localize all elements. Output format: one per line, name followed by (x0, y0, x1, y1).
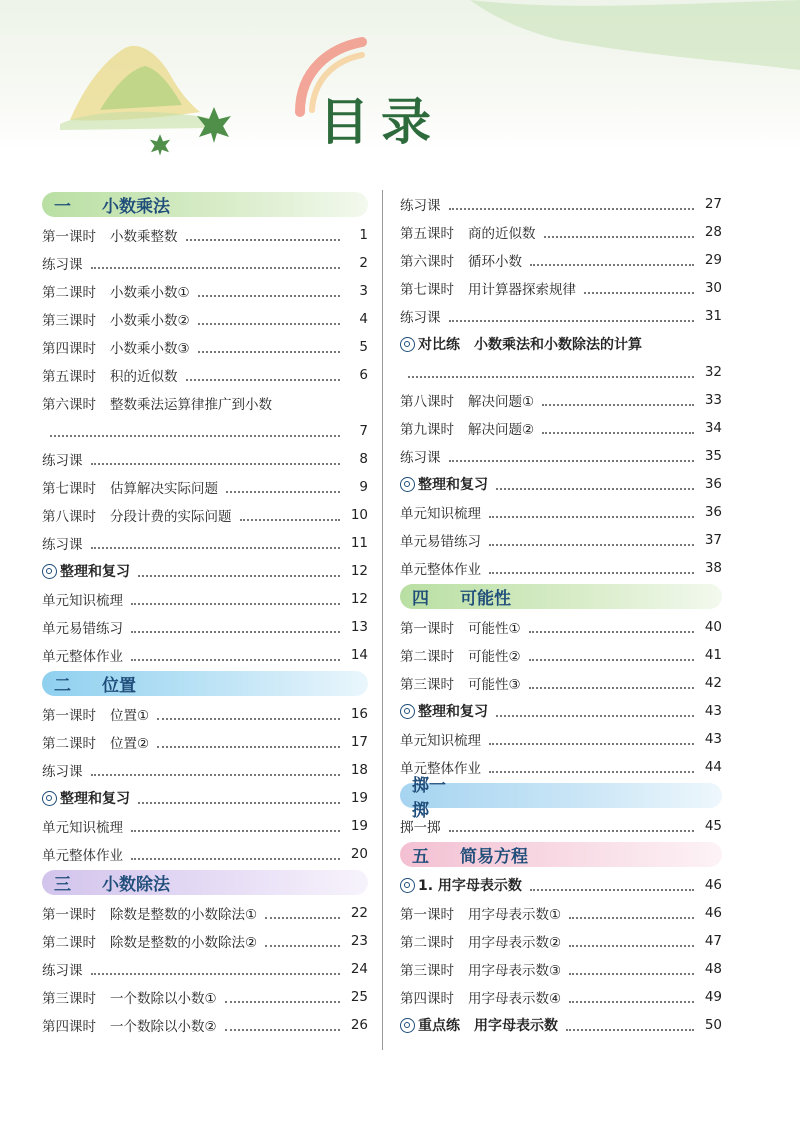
toc-entry[interactable] (400, 386, 722, 414)
toc-entry[interactable] (400, 498, 722, 526)
toc-entry[interactable] (42, 641, 368, 669)
dot-leader (569, 973, 694, 975)
page-number: 27 (704, 196, 722, 212)
entry-label: 第二课时 (42, 736, 96, 752)
entry-label: 第七课时 (42, 481, 96, 497)
page-number: 12 (350, 591, 368, 607)
toc-entry[interactable] (400, 871, 722, 899)
entry-label: 练习课 (400, 198, 441, 214)
page-number: 19 (350, 790, 368, 806)
entry-label: 第二课时 (42, 935, 96, 951)
bullseye-icon (400, 704, 415, 719)
dot-leader (496, 488, 694, 490)
page-number: 46 (704, 905, 722, 921)
entry-title: 用字母表示数④ (468, 991, 562, 1007)
dot-leader (157, 718, 340, 720)
page-number: 47 (704, 933, 722, 949)
dot-leader (529, 659, 694, 661)
entry-label: 整理和复习 (418, 704, 488, 720)
toc-left-column (42, 190, 368, 1039)
unit-title: 简易方程 (460, 847, 528, 867)
toc-entry[interactable] (400, 190, 722, 218)
entry-title: 用字母表示数② (468, 935, 562, 951)
page-number: 6 (359, 367, 368, 383)
toc-entry[interactable] (400, 470, 722, 498)
entry-label: 第七课时 (400, 282, 454, 298)
dot-leader (131, 659, 340, 661)
dot-leader (489, 743, 694, 745)
page-number: 24 (350, 961, 368, 977)
entry-title: 可能性③ (468, 677, 521, 693)
unit-banner[interactable] (400, 842, 722, 867)
page-number: 31 (704, 308, 722, 324)
entry-title: 商的近似数 (468, 226, 536, 242)
dot-leader (489, 572, 694, 574)
entry-label: 练习课 (400, 450, 441, 466)
toc-entry[interactable] (42, 756, 368, 784)
entry-label: 第二课时 (400, 935, 454, 951)
entry-label: 第三课时 (42, 313, 96, 329)
toc-entry[interactable] (400, 442, 722, 470)
toc-entry[interactable] (400, 218, 722, 246)
toc-entry[interactable] (400, 274, 722, 302)
dot-leader (569, 945, 694, 947)
toc-entry[interactable] (42, 557, 368, 585)
entry-title: 小数乘小数③ (110, 341, 190, 357)
dot-leader (542, 404, 694, 406)
unit-number: 一 (54, 197, 71, 217)
toc-entry[interactable] (42, 529, 368, 557)
toc-entry[interactable] (400, 414, 722, 442)
entry-title: 估算解决实际问题 (110, 481, 218, 497)
page-number: 45 (704, 818, 722, 834)
toc-entry[interactable] (42, 221, 368, 249)
toc-entry[interactable] (42, 700, 368, 728)
toc-entry[interactable] (42, 983, 368, 1011)
entry-label: 对比练 (418, 337, 460, 353)
entry-label: 第一课时 (400, 621, 454, 637)
entry-label: 重点练 (418, 1018, 460, 1034)
page-number: 25 (350, 989, 368, 1005)
toc-entry[interactable] (42, 812, 368, 840)
entry-label: 第六课时 (42, 397, 96, 413)
page-number: 49 (704, 989, 722, 1005)
dot-leader (265, 917, 340, 919)
dot-leader (489, 516, 694, 518)
page-number: 29 (704, 252, 722, 268)
page-number: 4 (359, 311, 368, 327)
dot-leader (265, 945, 340, 947)
entry-label: 第一课时 (400, 907, 454, 923)
page-number: 36 (704, 504, 722, 520)
page-number: 38 (704, 560, 722, 576)
entry-label: 练习课 (42, 537, 83, 553)
toc-entry[interactable] (42, 389, 368, 417)
toc-entry[interactable] (400, 1011, 722, 1039)
entry-title: 整数乘法运算律推广到小数 (110, 397, 272, 413)
dot-leader (138, 802, 340, 804)
entry-title: 小数乘整数 (110, 229, 178, 245)
page-number: 14 (350, 647, 368, 663)
dot-leader (198, 351, 340, 353)
page-number: 23 (350, 933, 368, 949)
toc-entry[interactable] (42, 501, 368, 529)
dot-leader (542, 432, 694, 434)
maple-leaf-icon (150, 134, 170, 156)
entry-label: 第一课时 (42, 708, 96, 724)
bullseye-icon (400, 477, 415, 492)
toc-entry[interactable] (42, 445, 368, 473)
page-title: 目录 (319, 92, 443, 151)
page-number: 28 (704, 224, 722, 240)
toc-entry[interactable] (400, 983, 722, 1011)
toc-entry[interactable] (42, 840, 368, 868)
entry-label: 单元整体作业 (42, 848, 123, 864)
bullseye-icon (400, 337, 415, 352)
toc-entry[interactable] (42, 249, 368, 277)
entry-title: 可能性② (468, 649, 521, 665)
unit-banner[interactable] (42, 870, 368, 895)
dot-leader (131, 603, 340, 605)
page-number: 1 (359, 227, 368, 243)
entry-label: 练习课 (42, 963, 83, 979)
entry-label: 第五课时 (42, 369, 96, 385)
page-number: 11 (350, 535, 368, 551)
toc-entry[interactable] (42, 927, 368, 955)
column-divider (382, 190, 383, 1050)
dot-leader (489, 771, 694, 773)
toc-entry[interactable] (400, 246, 722, 274)
dot-leader (530, 889, 694, 891)
toc-entry[interactable] (400, 526, 722, 554)
entry-label: 单元易错练习 (400, 534, 481, 550)
page-number: 26 (350, 1017, 368, 1033)
page-number: 40 (704, 619, 722, 635)
unit-banner[interactable] (42, 671, 368, 696)
toc-entry[interactable] (400, 955, 722, 983)
dot-leader (529, 687, 694, 689)
entry-title: 可能性① (468, 621, 521, 637)
entry-label: 整理和复习 (60, 791, 130, 807)
toc-entry[interactable] (42, 613, 368, 641)
entry-label: 练习课 (400, 310, 441, 326)
entry-title: 位置② (110, 736, 150, 752)
toc-entry[interactable] (400, 899, 722, 927)
entry-label: 整理和复习 (60, 564, 130, 580)
toc-entry[interactable] (42, 728, 368, 756)
dot-leader (449, 208, 695, 210)
entry-label: 练习课 (42, 257, 83, 273)
dot-leader (91, 463, 341, 465)
dot-leader (569, 917, 694, 919)
bullseye-icon (42, 791, 57, 806)
unit-title: 小数除法 (102, 875, 170, 895)
toc-right-column (400, 190, 722, 1039)
toc-entry[interactable] (400, 641, 722, 669)
page-number: 19 (350, 818, 368, 834)
entry-label: 第八课时 (42, 509, 96, 525)
entry-label: 第八课时 (400, 394, 454, 410)
page-number: 46 (704, 877, 722, 893)
dot-leader (131, 631, 340, 633)
toc-entry[interactable] (42, 277, 368, 305)
entry-title: 一个数除以小数② (110, 1019, 217, 1035)
page-number: 48 (704, 961, 722, 977)
toc-entry[interactable] (42, 305, 368, 333)
toc-entry[interactable] (400, 330, 722, 358)
dot-leader (198, 323, 340, 325)
entry-label: 第九课时 (400, 422, 454, 438)
dot-leader (91, 973, 341, 975)
entry-label: 第四课时 (42, 341, 96, 357)
dot-leader (529, 631, 694, 633)
page-number: 30 (704, 280, 722, 296)
toc-entry[interactable] (400, 927, 722, 955)
toc-entry[interactable] (400, 302, 722, 330)
dot-leader (50, 435, 340, 437)
entry-label: 第三课时 (400, 963, 454, 979)
toc-entry[interactable] (400, 554, 722, 582)
toc-entry[interactable] (400, 358, 722, 386)
entry-label: 第四课时 (400, 991, 454, 1007)
page-number: 10 (350, 507, 368, 523)
entry-label: 练习课 (42, 764, 83, 780)
entry-title: 积的近似数 (110, 369, 178, 385)
entry-label: 练习课 (42, 453, 83, 469)
toc-entry[interactable] (400, 613, 722, 641)
page-number: 5 (359, 339, 368, 355)
unit-number: 四 (412, 589, 429, 609)
page-number: 44 (704, 759, 722, 775)
entry-label: 单元易错练习 (42, 621, 123, 637)
entry-title: 解决问题② (468, 422, 535, 438)
bullseye-icon (42, 564, 57, 579)
dot-leader (584, 292, 694, 294)
dot-leader (225, 1001, 340, 1003)
page-number: 2 (359, 255, 368, 271)
entry-label: 单元知识梳理 (400, 733, 481, 749)
toc-entry[interactable] (42, 585, 368, 613)
page-number: 3 (359, 283, 368, 299)
entry-label: 1. 用字母表示数 (418, 878, 522, 894)
unit-banner[interactable] (400, 775, 722, 821)
entry-label: 单元知识梳理 (400, 506, 481, 522)
unit-title: 可能性 (460, 589, 511, 609)
page-number: 13 (350, 619, 368, 635)
toc-entry[interactable] (42, 1011, 368, 1039)
unit-title: 位置 (102, 676, 136, 696)
dot-leader (496, 715, 694, 717)
page-number: 43 (704, 703, 722, 719)
entry-label: 第二课时 (42, 285, 96, 301)
dot-leader (449, 830, 695, 832)
dot-leader (198, 295, 340, 297)
entry-label: 第三课时 (42, 991, 96, 1007)
dot-leader (449, 460, 695, 462)
page-number: 35 (704, 448, 722, 464)
entry-title: 小数乘小数② (110, 313, 190, 329)
page-number: 50 (704, 1017, 722, 1033)
dot-leader (186, 379, 341, 381)
bullseye-icon (400, 1018, 415, 1033)
entry-label: 单元整体作业 (400, 562, 481, 578)
entry-label: 第六课时 (400, 254, 454, 270)
entry-label: 第三课时 (400, 677, 454, 693)
dot-leader (91, 774, 341, 776)
entry-label: 第一课时 (42, 907, 96, 923)
dot-leader (544, 236, 695, 238)
toc-entry[interactable] (42, 361, 368, 389)
toc-entry[interactable] (400, 669, 722, 697)
unit-number: 掷一掷 (412, 775, 446, 821)
entry-title: 小数乘法和小数除法的计算 (474, 337, 642, 353)
entry-title: 解决问题① (468, 394, 535, 410)
dot-leader (240, 519, 341, 521)
bullseye-icon (400, 878, 415, 893)
unit-number: 五 (412, 847, 429, 867)
dot-leader (157, 746, 340, 748)
page-number: 41 (704, 647, 722, 663)
entry-label: 单元知识梳理 (42, 820, 123, 836)
page-number: 42 (704, 675, 722, 691)
dot-leader (225, 1029, 340, 1031)
page-number: 18 (350, 762, 368, 778)
page-number: 17 (350, 734, 368, 750)
dot-leader (138, 575, 340, 577)
entry-title: 用字母表示数 (474, 1018, 558, 1034)
dot-leader (91, 267, 341, 269)
dot-leader (566, 1029, 694, 1031)
dot-leader (186, 239, 341, 241)
entry-label: 整理和复习 (418, 477, 488, 493)
entry-title: 位置① (110, 708, 150, 724)
dot-leader (569, 1001, 694, 1003)
entry-label: 第二课时 (400, 649, 454, 665)
entry-title: 用字母表示数③ (468, 963, 562, 979)
entry-title: 一个数除以小数① (110, 991, 217, 1007)
entry-title: 小数乘小数① (110, 285, 190, 301)
page-number: 9 (359, 479, 368, 495)
dot-leader (131, 858, 340, 860)
page-number: 22 (350, 905, 368, 921)
dot-leader (408, 376, 694, 378)
entry-title: 循环小数 (468, 254, 522, 270)
page-number: 7 (359, 423, 368, 439)
entry-title: 分段计费的实际问题 (110, 509, 232, 525)
dot-leader (226, 491, 340, 493)
page-number: 33 (704, 392, 722, 408)
entry-label: 第五课时 (400, 226, 454, 242)
toc-entry[interactable] (400, 725, 722, 753)
page-number: 43 (704, 731, 722, 747)
dot-leader (449, 320, 695, 322)
page-number: 36 (704, 476, 722, 492)
entry-label: 单元知识梳理 (42, 593, 123, 609)
dot-leader (530, 264, 694, 266)
page-number: 20 (350, 846, 368, 862)
page-number: 32 (704, 364, 722, 380)
entry-label: 掷一掷 (400, 820, 441, 836)
entry-title: 用字母表示数① (468, 907, 562, 923)
toc-entry[interactable] (42, 899, 368, 927)
toc-entry[interactable] (42, 333, 368, 361)
toc-entry[interactable] (42, 955, 368, 983)
page-number: 8 (359, 451, 368, 467)
entry-label: 第四课时 (42, 1019, 96, 1035)
dot-leader (131, 830, 340, 832)
page-number: 37 (704, 532, 722, 548)
dot-leader (489, 544, 694, 546)
page-number: 34 (704, 420, 722, 436)
dot-leader (91, 547, 341, 549)
unit-number: 三 (54, 875, 71, 895)
entry-title: 除数是整数的小数除法① (110, 907, 258, 923)
toc-entry[interactable] (400, 697, 722, 725)
entry-title: 用计算器探索规律 (468, 282, 576, 298)
unit-banner[interactable] (400, 584, 722, 609)
toc-entry[interactable] (42, 473, 368, 501)
entry-label: 单元整体作业 (400, 761, 481, 777)
page-number: 16 (350, 706, 368, 722)
entry-title: 除数是整数的小数除法② (110, 935, 258, 951)
unit-title: 小数乘法 (102, 197, 170, 217)
entry-label: 第一课时 (42, 229, 96, 245)
unit-number: 二 (54, 676, 71, 696)
entry-label: 单元整体作业 (42, 649, 123, 665)
toc-entry[interactable] (42, 784, 368, 812)
unit-banner[interactable] (42, 192, 368, 217)
toc-entry[interactable] (42, 417, 368, 445)
page-number: 12 (350, 563, 368, 579)
